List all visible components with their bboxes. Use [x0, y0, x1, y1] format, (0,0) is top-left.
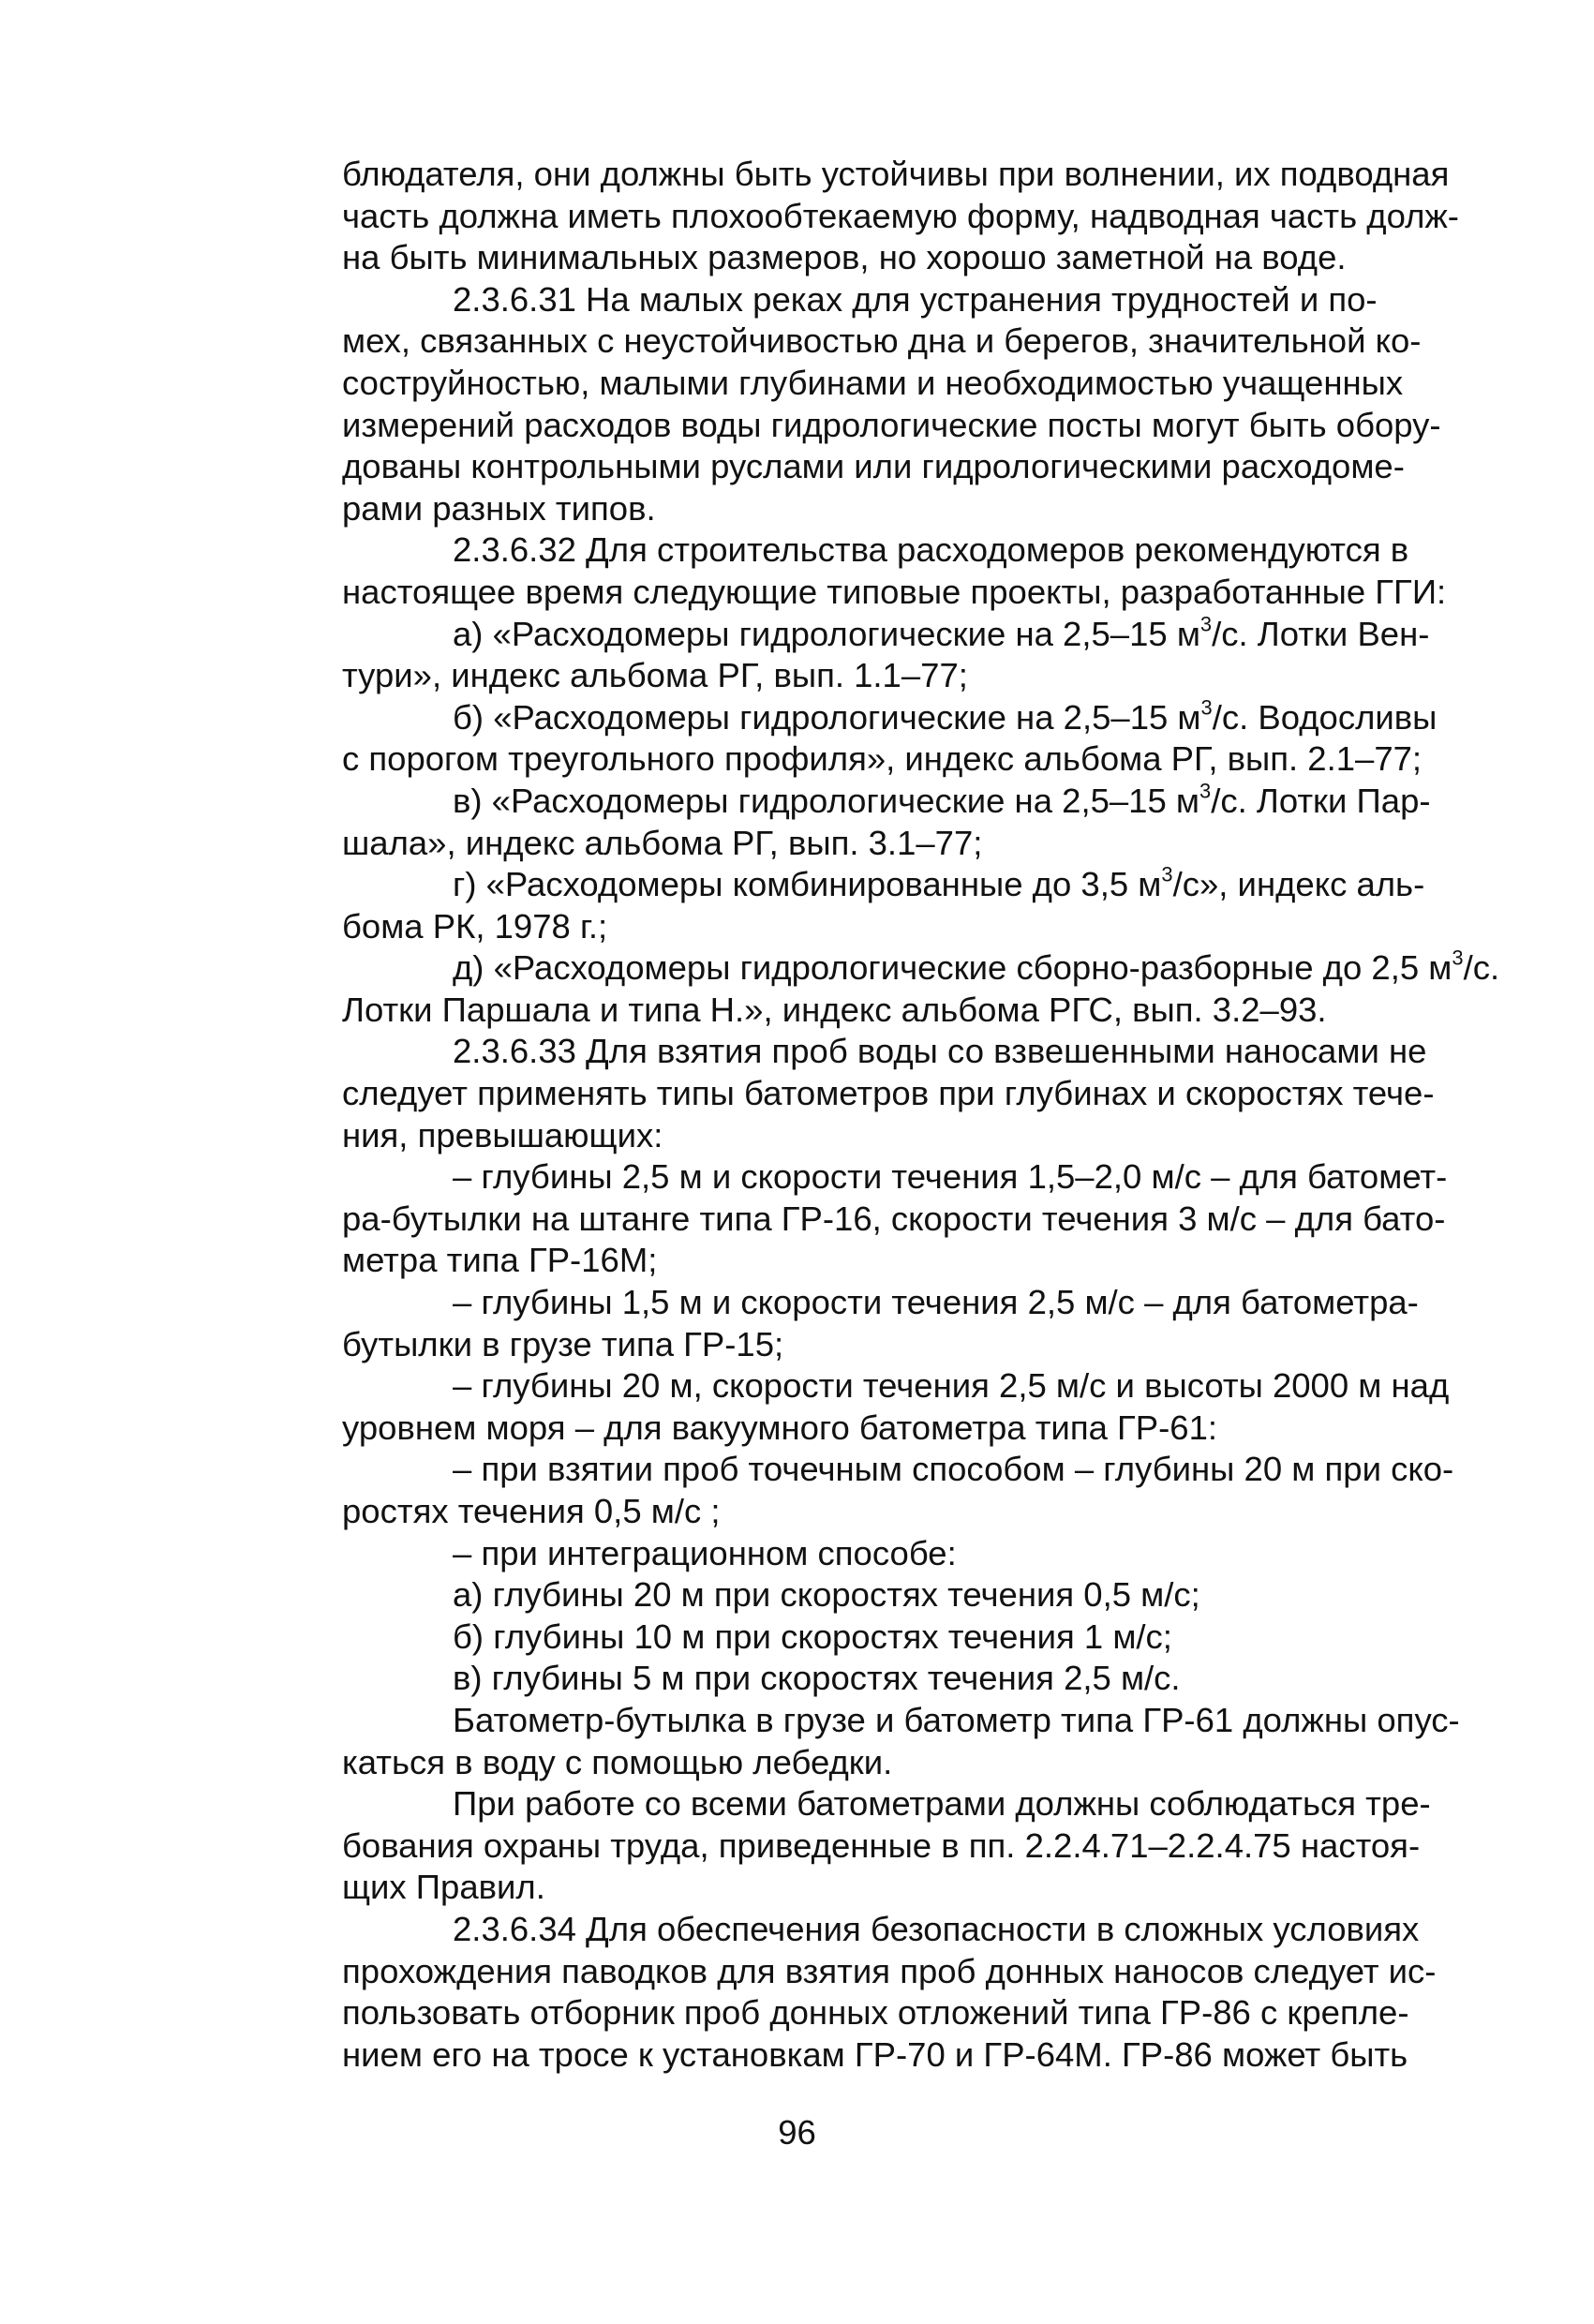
paragraph-p3	[231, 612, 1430, 697]
paragraph-p11	[231, 1365, 1450, 1449]
text-line: следует применять типы батометров при глубинах и скоростях тече-	[342, 1074, 1435, 1113]
text-line: на быть минимальных размеров, но хорошо заметной на воде.	[342, 238, 1347, 277]
text-line: – при взятии проб точечным способом – глубины 20 м при ско-	[453, 1450, 1454, 1489]
text-line: метра типа ГР-16М;	[342, 1241, 658, 1280]
paragraph-p17	[231, 1700, 1460, 1783]
paragraph-p16	[231, 1658, 1367, 1700]
page-number: 96	[778, 2113, 816, 2152]
superscript: 3	[1452, 946, 1464, 970]
text-line: настоящее время следующие типовые проекты, разработанные ГГИ:	[342, 572, 1447, 611]
text-line: б) «Расходомеры гидрологические на 2,5–15 $м^3/с$. Водосливы	[453, 695, 1438, 737]
text-line: 2.3.6.34 Для обеспечения безопасности в сложных условиях	[453, 1909, 1420, 1948]
text-line: ростях течения 0,5 м/с ;	[342, 1492, 721, 1530]
text-line: измерений расходов воды гидрологические посты могут быть обору-	[342, 405, 1441, 444]
superscript: 3	[1200, 695, 1213, 720]
paragraph-p19	[231, 1909, 1437, 2076]
text-line: пользовать отборник проб донных отложений типа ГР-86 с крепле-	[342, 1993, 1409, 2033]
text-line: б) глубины 10 м при скоростях течения 1 м/с;	[453, 1616, 1172, 1656]
paragraph-p0	[231, 154, 1459, 279]
text-line: бома РК, 1978 г.;	[342, 906, 608, 946]
paragraph-p4	[231, 695, 1438, 781]
text-line: Батометр-бутылка в грузе и батометр типа ГР-61 должны опус-	[453, 1700, 1460, 1739]
superscript: 3	[1161, 862, 1173, 886]
text-line: 2.3.6.31 На малых реках для устранения трудностей и по-	[453, 279, 1378, 319]
text-line: Лотки Паршала и типа Н.», индекс альбома РГС, вып. 3.2–93.	[342, 990, 1327, 1029]
paragraph-p12	[231, 1449, 1454, 1532]
text-line: г) «Расходомеры комбинированные до 3,5 $м^3/с$», индекс аль-	[453, 862, 1425, 904]
superscript: 3	[1199, 779, 1212, 803]
paragraph-p13	[231, 1533, 1367, 1575]
text-line: щих Правил.	[342, 1868, 545, 1907]
text-line: бования охраны труда, приведенные в пп. 2.2.4.71–2.2.4.75 настоя-	[342, 1825, 1421, 1865]
paragraph-p15	[231, 1616, 1367, 1659]
text-line: а) «Расходомеры гидрологические на 2,5–15 $м^3/с$. Лотки Вен-	[453, 612, 1430, 653]
text-line: прохождения паводков для взятия проб донных наносов следует ис-	[342, 1951, 1437, 1990]
text-line: рами разных типов.	[342, 488, 656, 528]
text-line: – при интеграционном способе:	[453, 1533, 957, 1572]
text-line: соструйностью, малыми глубинами и необходимостью учащенных	[342, 363, 1404, 402]
text-line: с порогом треугольного профиля», индекс альбома РГ, вып. 2.1–77;	[342, 739, 1423, 779]
text-line: в) глубины 5 м при скоростях течения 2,5 м/с.	[453, 1659, 1181, 1698]
text-line: нием его на тросе к установкам ГР-70 и ГР-64М. ГР-86 может быть	[342, 2034, 1408, 2074]
paragraph-p18	[231, 1783, 1431, 1909]
text-line: уровнем моря – для вакуумного батометра типа ГР-61:	[342, 1408, 1218, 1447]
superscript: 3	[1199, 612, 1213, 636]
text-line: ния, превышающих:	[342, 1115, 663, 1155]
paragraph-p2	[231, 529, 1447, 613]
paragraph-p8	[231, 1031, 1435, 1156]
paragraph-p5	[231, 779, 1431, 864]
text-line: каться в воду с помощью лебедки.	[342, 1742, 893, 1781]
paragraph-p10	[231, 1282, 1419, 1365]
paragraph-p14	[231, 1574, 1367, 1616]
text-line: бутылки в грузе типа ГР-15;	[342, 1324, 784, 1363]
paragraph-p9	[231, 1156, 1448, 1282]
text-line: а) глубины 20 м при скоростях течения 0,5 м/с;	[453, 1575, 1200, 1615]
text-line: блюдателя, они должны быть устойчивы при волнении, их подводная	[342, 155, 1450, 193]
text-line: часть должна иметь плохообтекаемую форму, надводная часть долж-	[342, 196, 1459, 235]
text-line: мех, связанных с неустойчивостью дна и берегов, значительной ко-	[342, 321, 1422, 361]
text-line: д) «Расходомеры гидрологические сборно-разборные до 2,5 $м^3/с$.	[453, 946, 1500, 988]
paragraph-p6	[231, 862, 1425, 947]
paragraph-p7	[231, 946, 1500, 1031]
text-line: – глубины 20 м, скорости течения 2,5 м/с и высоты 2000 м над	[453, 1366, 1450, 1406]
text-line: дованы контрольными руслами или гидрологическими расходоме-	[342, 447, 1405, 486]
text-line: – глубины 1,5 м и скорости течения 2,5 м/с – для батометра-	[453, 1283, 1419, 1322]
text-line: – глубины 2,5 м и скорости течения 1,5–2,0 м/с – для батомет-	[453, 1157, 1448, 1197]
body-text	[231, 154, 1500, 2076]
text-line: При работе со всеми батометрами должны соблюдаться тре-	[453, 1784, 1431, 1824]
text-line: 2.3.6.32 Для строительства расходомеров рекомендуются в	[453, 530, 1409, 570]
text-line: в) «Расходомеры гидрологические на 2,5–15 $м^3/с$. Лотки Пар-	[453, 779, 1431, 820]
text-line: ра-бутылки на штанге типа ГР-16, скорости течения 3 м/с – для бато-	[342, 1199, 1446, 1238]
text-line: 2.3.6.33 Для взятия проб воды со взвешенными наносами не	[453, 1032, 1427, 1071]
paragraph-p1	[231, 279, 1441, 530]
text-line: тури», индекс альбома РГ, вып. 1.1–77;	[342, 656, 968, 695]
text-line: шала», индекс альбома РГ, вып. 3.1–77;	[342, 823, 983, 862]
